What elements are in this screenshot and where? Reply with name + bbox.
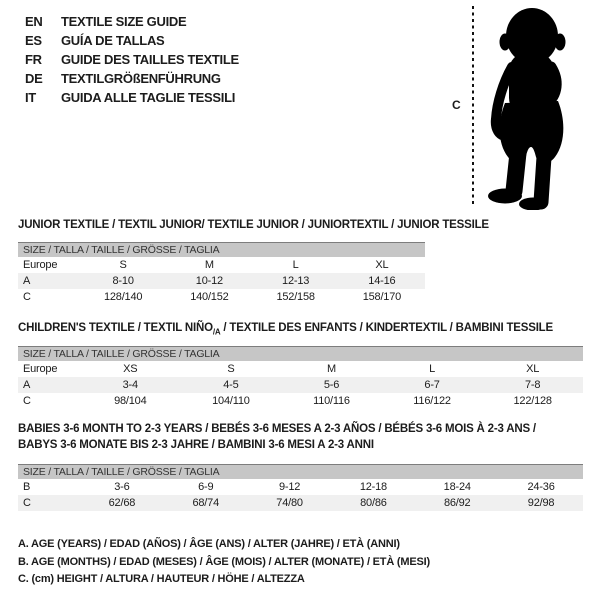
- table-cell: S: [119, 259, 127, 271]
- language-code: DE: [25, 71, 43, 86]
- table-cell: 5-6: [323, 379, 340, 391]
- babies-size-table: [18, 464, 583, 511]
- table-cell: M: [327, 363, 336, 375]
- table-cell: 140/152: [190, 291, 229, 303]
- table-row: [18, 257, 425, 273]
- children-size-table: [18, 346, 583, 409]
- section-title-junior: JUNIOR TEXTILE / TEXTIL JUNIOR/ TEXTILE JUNIOR / JUNIORTEXTIL / JUNIOR TESSILE: [18, 219, 489, 231]
- table-row: [18, 361, 583, 377]
- table-cell: 158/170: [362, 291, 402, 303]
- table-row: [18, 393, 583, 409]
- guide-title: GUÍA DE TALLAS: [61, 33, 165, 48]
- section-title-line2: BABYS 3-6 MONATE BIS 2-3 JAHRE / BAMBINI 3-6 MESI A 2-3 ANNI: [18, 439, 374, 451]
- table-cell: L: [429, 363, 436, 375]
- table-body: [18, 257, 425, 305]
- legend-line-b: B. AGE (MONTHS) / EDAD (MESES) / ÂGE (MOIS) / ALTER (MONATE) / ETÀ (MESI): [18, 555, 430, 568]
- language-code: ES: [25, 33, 42, 48]
- table-cell: 128/140: [103, 291, 143, 303]
- section-title-line1: BABIES 3-6 MONTH TO 2-3 YEARS / BEBÉS 3-6 MESES A 2-3 AÑOS / BÉBÉS 3-6 MOIS À 2-3 ANS /: [18, 423, 536, 435]
- row-label-cell: A: [23, 275, 31, 287]
- section-title-text: CHILDREN'S TEXTILE / TEXTIL NIÑO: [18, 322, 213, 334]
- guide-title: TEXTILE SIZE GUIDE: [61, 14, 187, 29]
- size-header-bar: SIZE / TALLA / TAILLE / GRÖSSE / TAGLIA: [18, 464, 583, 479]
- table-cell: 7-8: [525, 379, 541, 391]
- table-cell: 122/128: [513, 395, 552, 407]
- height-measure-line: [471, 6, 475, 206]
- table-cell: 152/158: [276, 291, 315, 303]
- table-cell: 8-10: [112, 275, 134, 287]
- height-measure-label: C: [452, 98, 461, 112]
- guide-title: TEXTILGRÖßENFÜHRUNG: [61, 71, 221, 86]
- table-cell: 24-36: [527, 481, 555, 493]
- table-cell: 14-16: [368, 275, 396, 287]
- row-label-cell: Europe: [23, 363, 58, 375]
- table-cell: 98/104: [114, 395, 147, 407]
- table-row: [18, 495, 583, 511]
- language-code: FR: [25, 52, 42, 67]
- table-row: [18, 479, 583, 495]
- size-header-bar: SIZE / TALLA / TAILLE / GRÖSSE / TAGLIA: [18, 242, 425, 257]
- table-cell: 110/116: [313, 395, 350, 407]
- table-body: [18, 361, 583, 409]
- language-row-en: [25, 12, 239, 31]
- row-label-cell: C: [23, 291, 31, 303]
- table-cell: 116/122: [413, 395, 451, 407]
- section-title-subscript: /A: [212, 327, 221, 337]
- table-cell: XL: [526, 363, 540, 375]
- table-cell: 3-4: [122, 379, 138, 391]
- table-cell: 104/110: [212, 395, 250, 407]
- table-cell: L: [292, 259, 299, 271]
- baby-silhouette-image: [481, 5, 579, 210]
- guide-title: GUIDE DES TAILLES TEXTILE: [61, 52, 239, 67]
- language-row-de: [25, 69, 239, 88]
- row-label-cell: C: [23, 497, 31, 509]
- table-cell: 86/92: [443, 497, 471, 509]
- table-cell: 92/98: [527, 497, 555, 509]
- table-cell: XS: [123, 363, 138, 375]
- measurement-legend: [18, 536, 430, 589]
- language-row-it: [25, 88, 239, 107]
- legend-line-a: A. AGE (YEARS) / EDAD (AÑOS) / ÂGE (ANS) / ALTER (JAHRE) / ETÀ (ANNI): [18, 538, 400, 550]
- language-title-block: [25, 12, 239, 107]
- table-cell: XL: [375, 259, 389, 271]
- table-row: [18, 289, 425, 305]
- table-cell: 68/74: [192, 497, 219, 509]
- language-row-es: [25, 31, 239, 50]
- table-cell: 62/68: [108, 497, 136, 509]
- row-label-cell: Europe: [23, 259, 58, 271]
- language-code: EN: [25, 14, 43, 29]
- table-cell: M: [204, 259, 214, 271]
- table-cell: 6-9: [198, 481, 214, 493]
- table-cell: 9-12: [278, 481, 301, 493]
- section-title-text: / TEXTILE DES ENFANTS / KINDERTEXTIL / BAMBINI TESSILE: [220, 322, 553, 334]
- size-header-bar: SIZE / TALLA / TAILLE / GRÖSSE / TAGLIA: [18, 346, 583, 361]
- table-cell: 10-12: [195, 275, 223, 287]
- table-row: [18, 273, 425, 289]
- table-cell: 74/80: [276, 497, 303, 509]
- junior-size-table: [18, 242, 425, 305]
- table-row: [18, 377, 583, 393]
- table-cell: 18-24: [443, 481, 471, 493]
- legend-line-c: C. (cm) HEIGHT / ALTURA / HAUTEUR / HÖHE / ALTEZZA: [18, 573, 305, 585]
- table-body: [18, 479, 583, 511]
- row-label-cell: B: [23, 481, 31, 493]
- row-label-cell: A: [23, 379, 31, 391]
- section-title-babies: [18, 421, 536, 453]
- row-label-cell: C: [23, 395, 31, 407]
- guide-title: GUIDA ALLE TAGLIE TESSILI: [61, 90, 236, 105]
- section-title-children: [18, 320, 553, 340]
- table-cell: 12-13: [282, 275, 310, 287]
- table-cell: 80/86: [360, 497, 387, 509]
- language-row-fr: [25, 50, 239, 69]
- table-cell: 12-18: [359, 481, 387, 493]
- table-cell: S: [227, 363, 235, 375]
- language-code: IT: [25, 90, 36, 105]
- table-cell: 4-5: [223, 379, 239, 391]
- table-cell: 6-7: [424, 379, 440, 391]
- table-cell: 3-6: [114, 481, 130, 493]
